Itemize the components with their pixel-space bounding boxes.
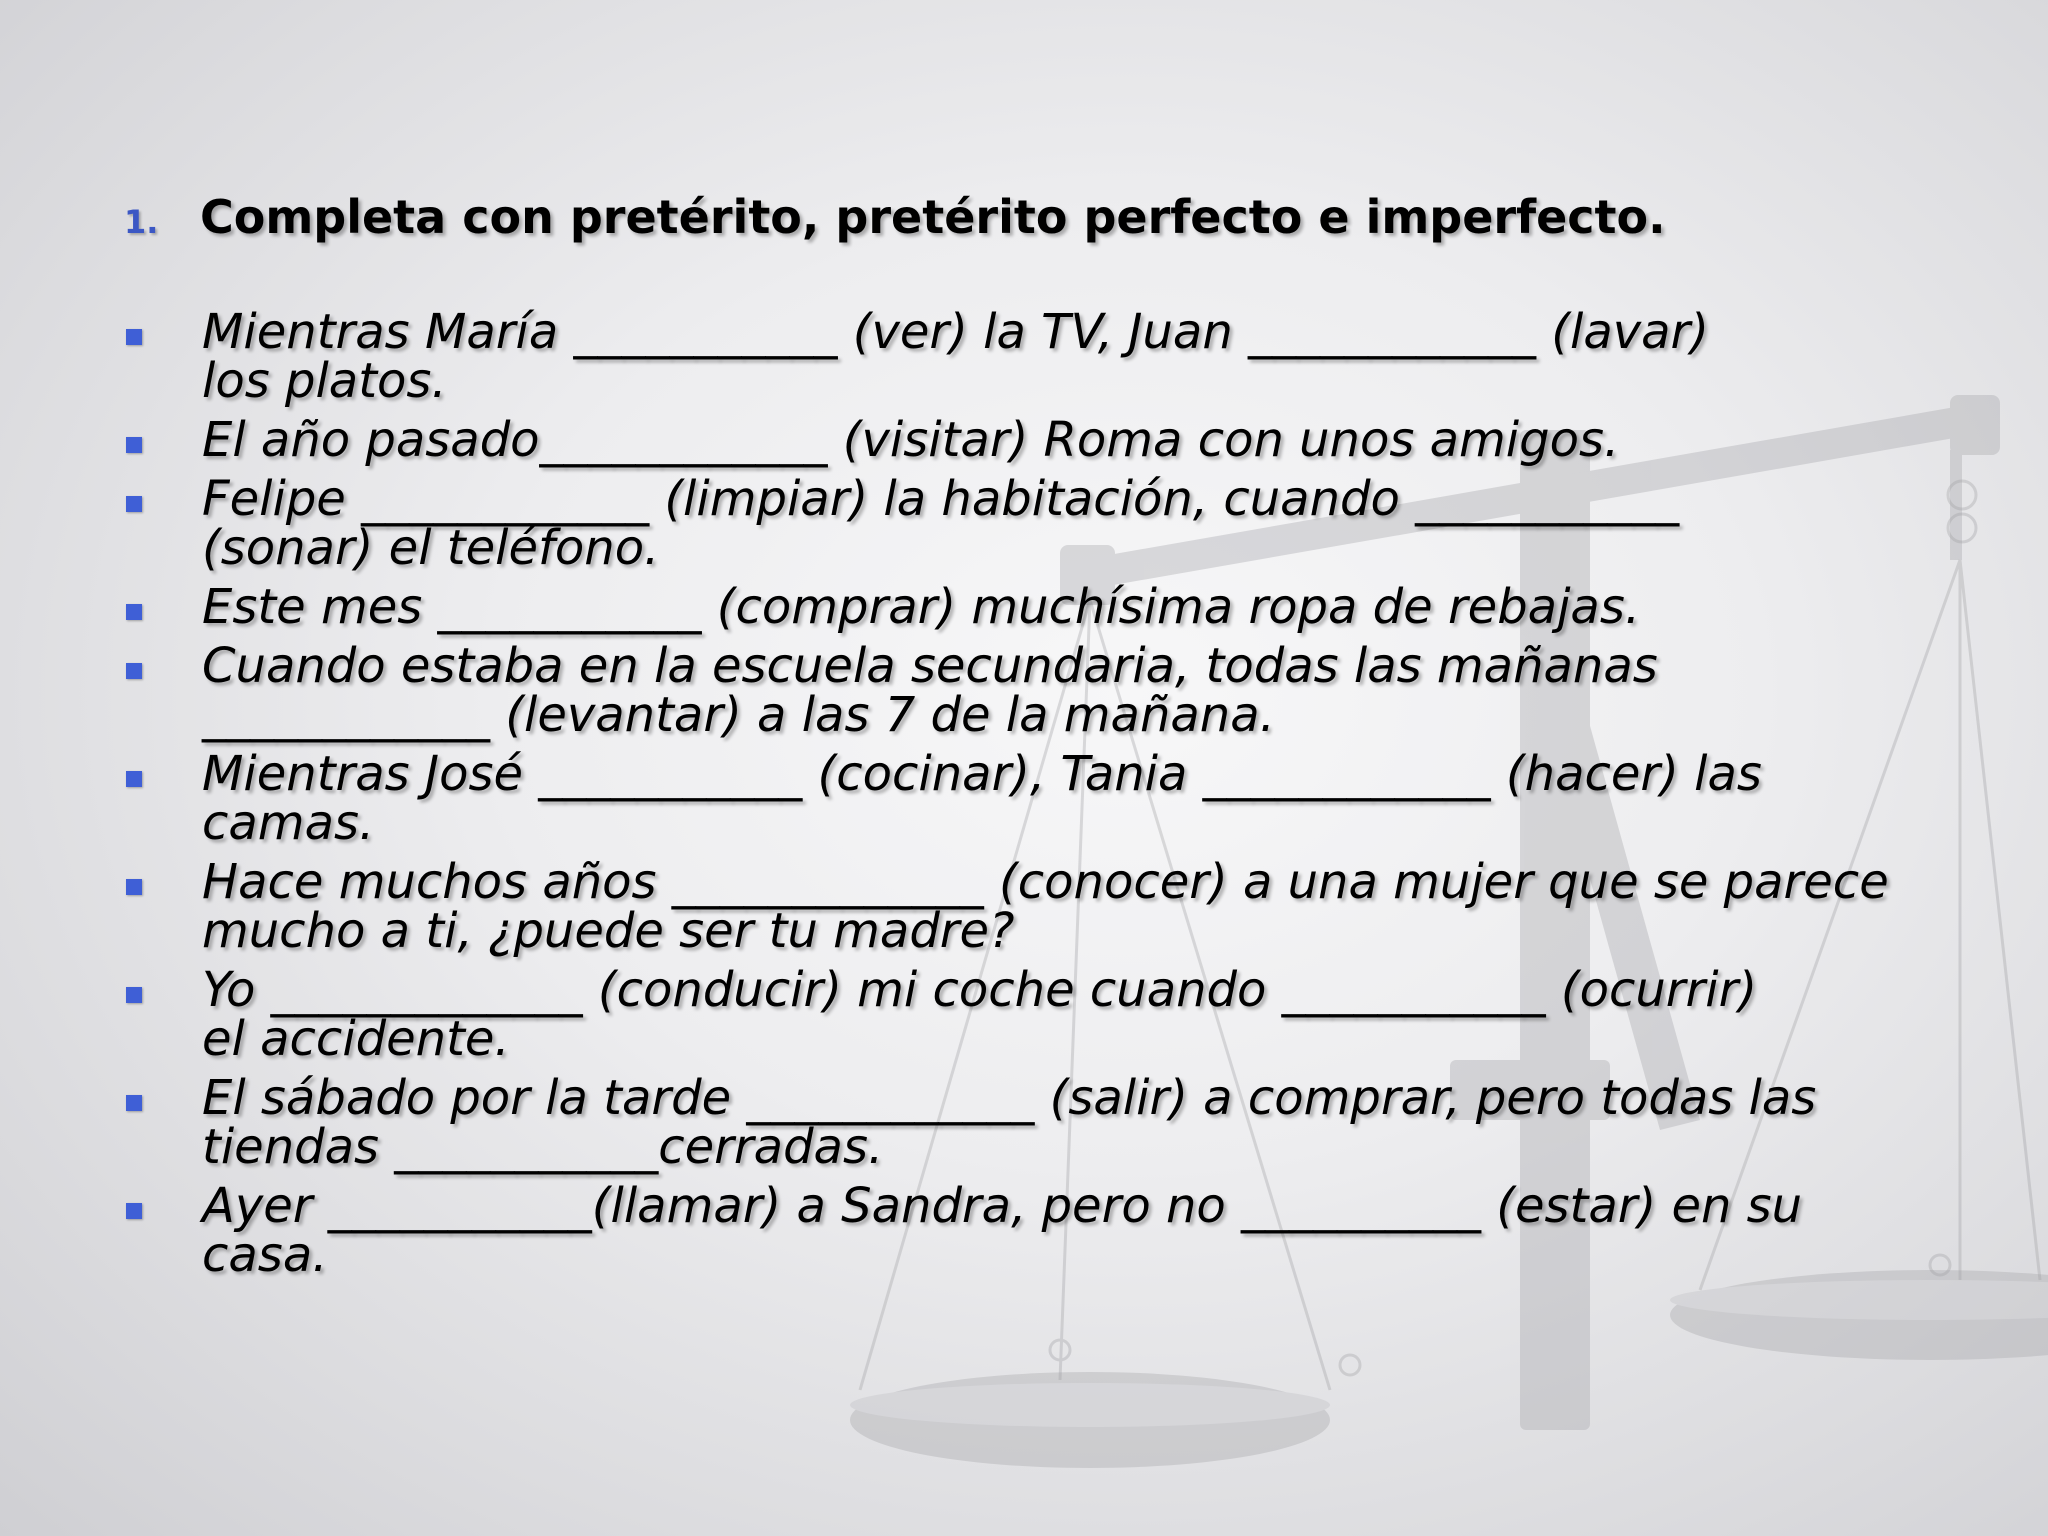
exercise-line: Felipe ____________ (limpiar) la habitación, cuando ___________	[202, 471, 1680, 527]
square-bullet-icon	[126, 1095, 142, 1111]
exercise-item-1	[124, 304, 1924, 409]
exercise-line: los platos.	[202, 353, 447, 409]
exercise-line: (sonar) el teléfono.	[202, 520, 660, 576]
exercise-line: El año pasado____________ (visitar) Roma con unos amigos.	[202, 412, 1620, 468]
exercise-item-9	[124, 1070, 1924, 1175]
square-bullet-icon	[126, 879, 142, 895]
exercise-line: ____________ (levantar) a las 7 de la mañana.	[202, 687, 1275, 743]
heading-number: 1.	[124, 203, 159, 241]
exercise-line: casa.	[202, 1227, 328, 1283]
exercise-line: Mientras María ___________ (ver) la TV, Juan ____________ (lavar)	[202, 304, 1710, 360]
exercise-item-7	[124, 854, 1924, 959]
square-bullet-icon	[126, 771, 142, 787]
square-bullet-icon	[126, 437, 142, 453]
exercise-item-6	[124, 746, 1924, 851]
square-bullet-icon	[126, 496, 142, 512]
exercise-line: Hace muchos años _____________ (conocer) a una mujer que se parece	[202, 854, 1889, 910]
exercise-item-3	[124, 471, 1924, 576]
exercise-line: Yo _____________ (conducir) mi coche cuando ___________ (ocurrir)	[202, 962, 1758, 1018]
exercise-line: Este mes ___________ (comprar) muchísima ropa de rebajas.	[202, 579, 1641, 635]
exercise-line: Mientras José ___________ (cocinar), Tania ____________ (hacer) las	[202, 746, 1762, 802]
exercise-line: Ayer ___________(llamar) a Sandra, pero no __________ (estar) en su	[202, 1178, 1803, 1234]
exercise-line: el accidente.	[202, 1011, 510, 1067]
exercise-line: tiendas ___________cerradas.	[202, 1119, 884, 1175]
exercise-item-5	[124, 638, 1924, 743]
exercise-line: mucho a ti, ¿puede ser tu madre?	[202, 903, 1015, 959]
heading-text: Completa con pretérito, pretérito perfecto e imperfecto.	[200, 190, 1666, 244]
exercise-list	[124, 304, 1924, 1290]
exercise-item-8	[124, 962, 1924, 1067]
square-bullet-icon	[126, 1203, 142, 1219]
exercise-line: Cuando estaba en la escuela secundaria, todas las mañanas	[202, 638, 1658, 694]
exercise-item-2	[124, 412, 1924, 468]
exercise-heading	[124, 190, 1666, 244]
square-bullet-icon	[126, 663, 142, 679]
square-bullet-icon	[126, 604, 142, 620]
exercise-item-4	[124, 579, 1924, 635]
square-bullet-icon	[126, 329, 142, 345]
square-bullet-icon	[126, 987, 142, 1003]
exercise-item-10	[124, 1178, 1924, 1283]
exercise-line: El sábado por la tarde ____________ (salir) a comprar, pero todas las	[202, 1070, 1817, 1126]
exercise-line: camas.	[202, 795, 375, 851]
